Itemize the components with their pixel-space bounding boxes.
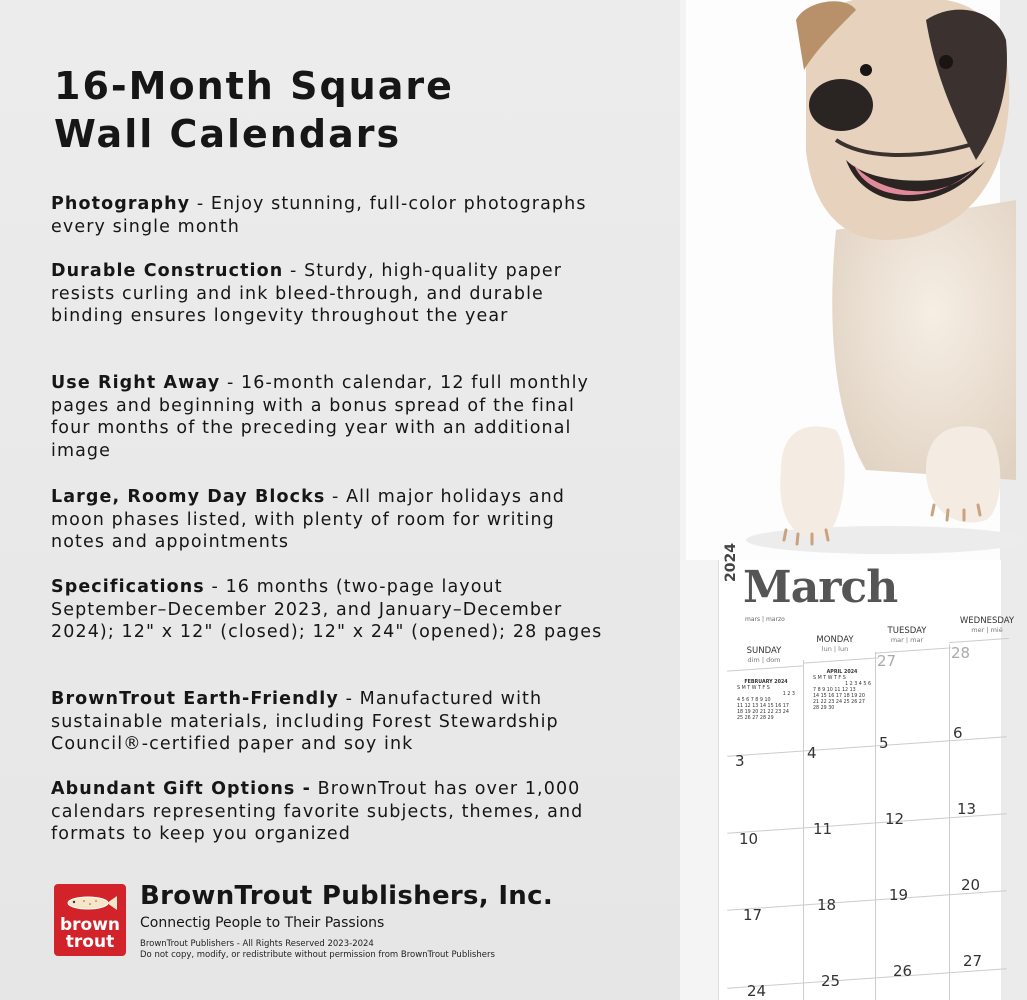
calendar-month-translation: mars | marzo — [745, 616, 785, 623]
feature-text: - Manufactured with sustainable materials, including Forest Stewardship Council®-certified paper and soy ink — [51, 689, 559, 755]
mini-calendar-april — [813, 670, 871, 712]
date-cell: 24 — [747, 982, 767, 1000]
rights-notice — [140, 939, 495, 961]
date-cell: 28 — [951, 644, 971, 662]
date-cell: 3 — [735, 752, 745, 770]
dog-illustration — [686, 0, 1000, 560]
date-cell: 6 — [953, 724, 963, 742]
grid-line — [949, 638, 1009, 643]
title-line-1: 16-Month Square — [54, 64, 454, 108]
feature-specifications — [51, 576, 611, 644]
mini-calendar-row: 21 22 23 24 25 26 27 — [813, 700, 865, 705]
grid-line — [803, 660, 804, 1000]
date-cell: 5 — [879, 734, 889, 752]
feature-text: - 16-month calendar, 12 full monthly pages and beginning with a bonus spread of the final four months of the preceding year with an additional image — [51, 373, 589, 462]
feature-text: - Enjoy stunning, full-color photographs every single month — [51, 194, 587, 237]
mini-calendar-row: 1 2 3 — [782, 692, 795, 697]
grid-line — [875, 652, 876, 1000]
day-header-sunday — [729, 646, 799, 664]
day-name-translation: mar | mar — [890, 636, 924, 644]
date-cell: 11 — [813, 820, 833, 838]
feature-title: Use Right Away — [51, 373, 221, 393]
feature-text: - All major holidays and moon phases listed, with plenty of room for writing notes and appointments — [51, 487, 565, 553]
date-cell: 27 — [877, 652, 897, 670]
feature-text: - 16 months (two-page layout September–December 2023, and January–December 2024); 12" x 12" (closed); 12" x 24" (opened); 28 pages — [51, 577, 603, 643]
dog-photo — [686, 0, 1000, 560]
feature-title: Abundant Gift Options - — [51, 779, 311, 799]
grid-line — [803, 657, 879, 663]
mini-calendar-row: S M T W T F S — [737, 686, 770, 691]
date-cell: 26 — [893, 962, 913, 980]
date-cell: 20 — [961, 876, 981, 894]
date-cell: 17 — [743, 906, 763, 924]
feature-title: Specifications — [51, 577, 205, 597]
feature-durable — [51, 260, 611, 328]
mini-calendar-title: APRIL 2024 — [826, 670, 858, 675]
calendar-month: March — [743, 562, 898, 613]
day-name-translation: lun | lun — [821, 645, 849, 653]
grid-line — [727, 736, 1006, 757]
brand-block — [54, 881, 654, 984]
rights-line-2: Do not copy, modify, or redistribute without permission from BrownTrout Publishers — [140, 950, 495, 960]
feature-text: - Sturdy, high-quality paper resists curling and ink bleed-through, and durable binding ensures longevity throughout the year — [51, 261, 563, 327]
feature-title: Photography — [51, 194, 191, 214]
day-name: SUNDAY — [746, 646, 782, 656]
mini-calendar-row: 14 15 16 17 18 19 20 — [813, 694, 865, 699]
mini-calendar-row: 7 8 9 10 11 12 13 — [813, 688, 856, 693]
tagline: Connectig People to Their Passions — [140, 915, 385, 931]
date-cell: 19 — [889, 886, 909, 904]
mini-calendar-row: 25 26 27 28 29 — [737, 716, 774, 721]
date-cell: 4 — [807, 744, 817, 762]
mini-calendar-row: 11 12 13 14 15 16 17 — [737, 704, 789, 709]
date-cell: 18 — [817, 896, 837, 914]
title-line-2: Wall Calendars — [54, 112, 402, 156]
day-name: MONDAY — [816, 635, 854, 645]
mini-calendar-row: 28 29 30 — [813, 706, 835, 711]
logo-text-brown: brown — [59, 915, 121, 935]
mini-calendar-row: 18 19 20 21 22 23 24 — [737, 710, 789, 715]
grid-line — [727, 665, 803, 671]
calendar-page — [718, 543, 1015, 1000]
feature-day-blocks — [51, 486, 611, 554]
mini-calendar-title: FEBRUARY 2024 — [744, 680, 788, 685]
feature-title: BrownTrout Earth-Friendly — [51, 689, 339, 709]
date-cell: 25 — [821, 972, 841, 990]
day-header-tuesday — [871, 626, 943, 644]
grid-line — [727, 968, 1006, 989]
mini-calendar-row: 4 5 6 7 8 9 10 — [737, 698, 771, 703]
mini-calendar-february — [737, 680, 795, 722]
feature-photography — [51, 193, 611, 238]
day-header-wednesday — [947, 616, 1027, 634]
day-name: TUESDAY — [887, 626, 927, 636]
date-cell: 13 — [957, 800, 977, 818]
date-cell: 10 — [739, 830, 759, 848]
mini-calendar-row: 1 2 3 4 5 6 — [845, 682, 871, 687]
day-header-monday — [799, 635, 871, 653]
company-name: BrownTrout Publishers, Inc. — [140, 881, 554, 911]
feature-title: Durable Construction — [51, 261, 284, 281]
day-name-translation: mer | mié — [971, 626, 1003, 634]
feature-gift-options — [51, 778, 611, 846]
browntrout-logo — [54, 884, 126, 956]
grid-line — [949, 644, 950, 1000]
day-name: WEDNESDAY — [959, 616, 1015, 626]
feature-earth-friendly — [51, 688, 611, 756]
page-title — [54, 62, 654, 158]
date-cell: 27 — [963, 952, 983, 970]
date-cell: 12 — [885, 810, 905, 828]
logo-text-trout: trout — [65, 932, 115, 952]
feature-use-right-away — [51, 372, 611, 463]
mini-calendar-row: S M T W T F S — [813, 676, 846, 681]
rights-line-1: BrownTrout Publishers - All Rights Reserved 2023-2024 — [140, 939, 374, 949]
feature-title: Large, Roomy Day Blocks — [51, 487, 326, 507]
calendar-year: 2024 — [723, 543, 739, 582]
feature-text: BrownTrout has over 1,000 calendars representing favorite subjects, themes, and formats to keep you organized — [51, 779, 584, 845]
trout-icon — [62, 892, 118, 914]
day-name-translation: dim | dom — [747, 656, 781, 664]
